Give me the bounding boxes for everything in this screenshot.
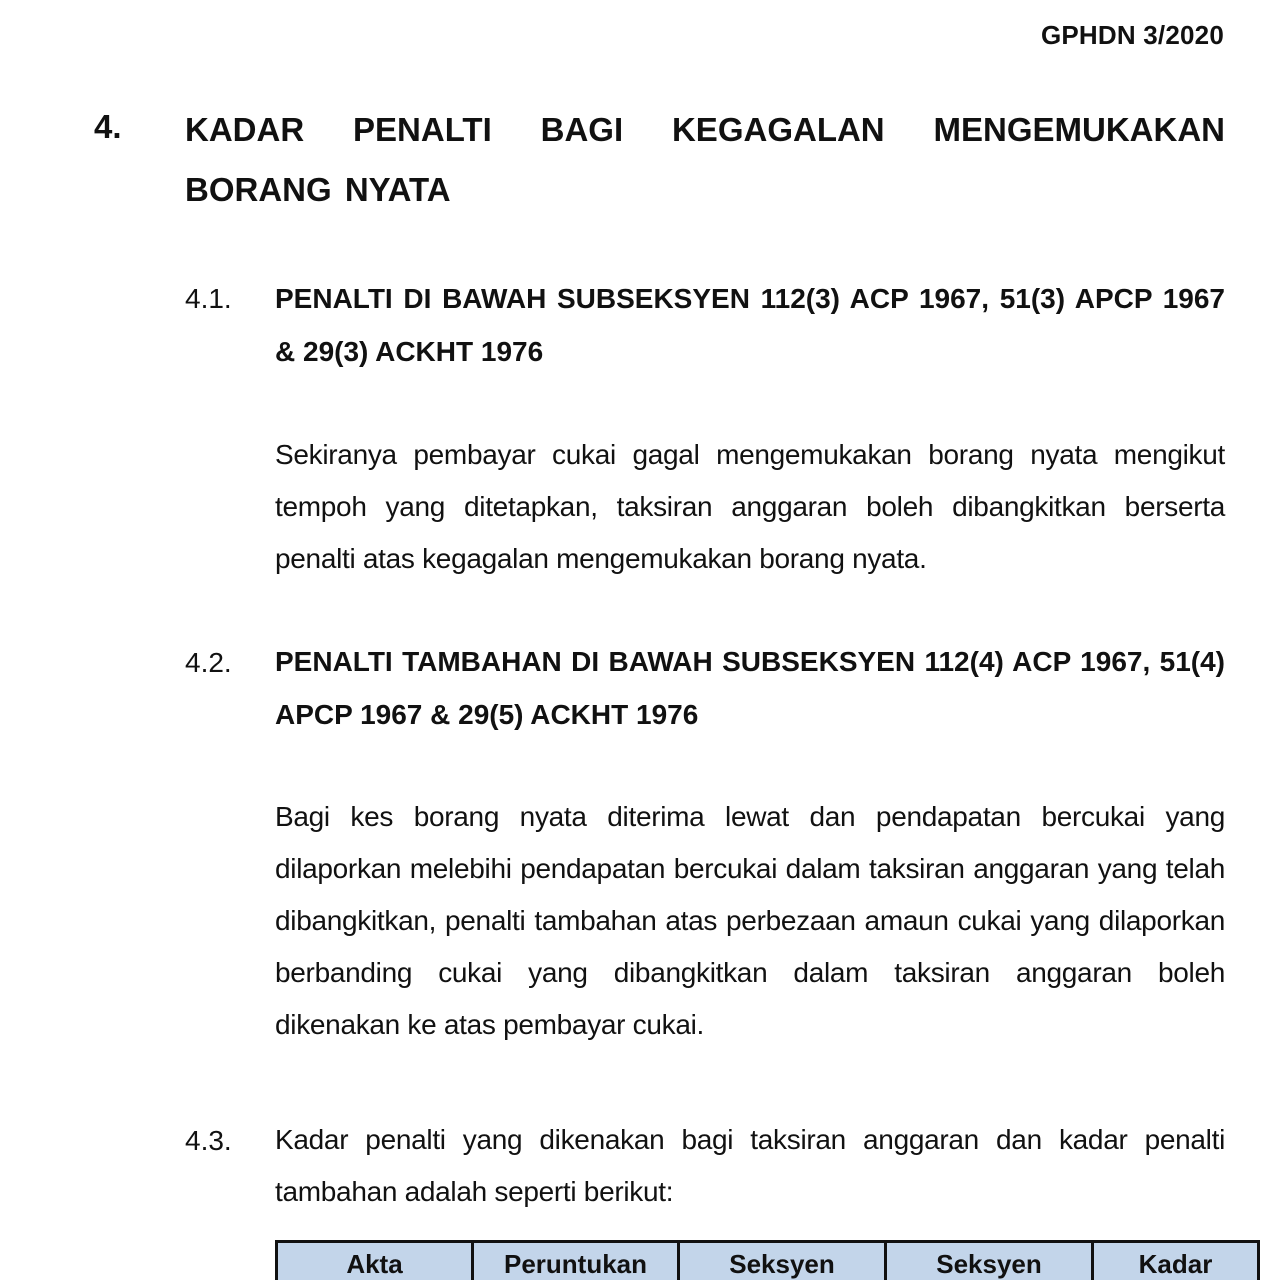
table-header-cell: Seksyen xyxy=(886,1242,1093,1280)
section-number: 4. xyxy=(94,108,122,145)
subsection-number-4-1: 4.1. xyxy=(185,283,232,314)
section-title: KADAR PENALTI BAGI KEGAGALAN MENGEMUKAKAN BORANG NYATA xyxy=(185,111,1225,208)
table-header-cell: Akta xyxy=(277,1242,473,1280)
paragraph-4-2: Bagi kes borang nyata diterima lewat dan pendapatan bercukai yang dilaporkan melebihi pendapatan bercukai dalam taksiran anggaran yang telah dibangkitkan, penalti tambahan atas perbezaan amaun cukai yang dilaporkan berbanding cukai yang dibangkitkan dalam taksiran anggaran boleh dikenakan ke atas pembayar cukai. xyxy=(275,801,1225,1040)
penalty-rate-table xyxy=(275,1240,1260,1280)
paragraph-4-1: Sekiranya pembayar cukai gagal mengemukakan borang nyata mengikut tempoh yang ditetapkan, taksiran anggaran boleh dibangkitkan berserta penalti atas kegagalan mengemukakan borang nyata. xyxy=(275,439,1225,574)
subsection-number-4-3: 4.3. xyxy=(185,1125,232,1156)
document-reference: GPHDN 3/2020 xyxy=(1040,20,1224,50)
paragraph-4-3: Kadar penalti yang dikenakan bagi taksiran anggaran dan kadar penalti tambahan adalah seperti berikut: xyxy=(275,1124,1225,1207)
table-header-cell: Peruntukan xyxy=(473,1242,679,1280)
table-header-cell: Seksyen xyxy=(679,1242,886,1280)
subsection-title-4-1: PENALTI DI BAWAH SUBSEKSYEN 112(3) ACP 1967, 51(3) APCP 1967 & 29(3) ACKHT 1976 xyxy=(275,283,1225,367)
table-header-row xyxy=(277,1242,1259,1280)
table-header-cell: Kadar xyxy=(1093,1242,1259,1280)
subsection-number-4-2: 4.2. xyxy=(185,647,232,678)
subsection-title-4-2: PENALTI TAMBAHAN DI BAWAH SUBSEKSYEN 112(4) ACP 1967, 51(4) APCP 1967 & 29(5) ACKHT 1976 xyxy=(275,646,1225,730)
